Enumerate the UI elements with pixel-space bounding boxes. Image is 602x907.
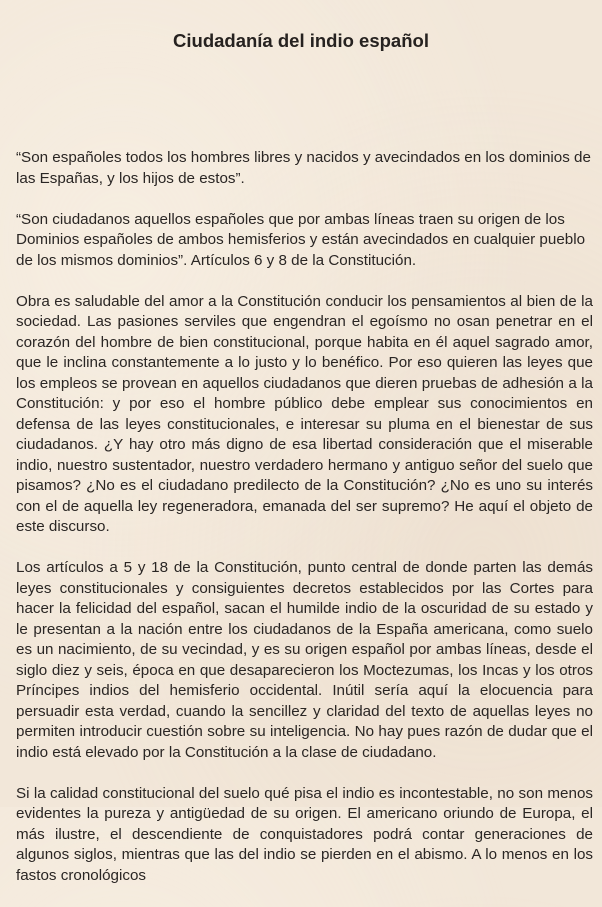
quote-paragraph-1: “Son españoles todos los hombres libres y nacidos y avecindados en los dominios de las Españas, y los hijos de estos”. [16, 149, 591, 187]
body-paragraph-2: Los artículos a 5 y 18 de la Constitución, punto central de donde parten las demás leyes constitucionales y consiguientes decretos establecidos por las Cortes para hacer la felicidad del español, sacan el humilde indio de la oscuridad de su estado y le presentan a la nación entre los ciudadanos de la España americana, como suelo es un nacimiento, de su vecindad, y es su origen español por ambas líneas, desde el siglo diez y seis, época en que desaparecieron los Moctezumas, los Incas y los otros Príncipes indios del hemisferio occidental. Inútil sería aquí la elocuencia para persuadir esta verdad, cuando la sencillez y claridad del texto de aquellas leyes no permiten introducir cuestión sobre su inteligencia. No hay pues razón de dudar que el indio está elevado por la Constitución a la clase de ciudadano. [16, 559, 593, 761]
body-paragraph-3: Si la calidad constitucional del suelo qué pisa el indio es incontestable, no son menos evidentes la pureza y antigüedad de su origen. El americano oriundo de Europa, el más ilustre, el descendiente de conquistadores podrá contar generaciones de algunos siglos, mientras que las del indio se pierden en el abismo. A lo menos en los fastos cronológicos [16, 784, 593, 884]
page-title: Ciudadanía del indio español [173, 30, 429, 51]
body-paragraph-1: Obra es saludable del amor a la Constitución conducir los pensamientos al bien de la sociedad. Las pasiones serviles que engendran el egoísmo no osan penetrar en el corazón del hombre de bien constitucional, porque habita en él aquel sagrado amor, que le inclina constantemente a lo justo y lo benéfico. Por eso quieren las leyes que los empleos se provean en aquellos ciudadanos que dieren pruebas de adhesión a la Constitución: y por eso el hombre público debe emplear sus conocimientos en defensa de las leyes constitucionales, e interesar su pluma en el bienestar de sus ciudadanos. ¿Y hay otro más digno de esa libertad consideración que el miserable indio, nuestro sustentador, nuestro verdadero hermano y antiguo señor del suelo que pisamos? ¿No es el ciudadano predilecto de la Constitución? ¿No es uno su interés con el de aquella ley regeneradora, emanada del ser supremo? He aquí el objeto de este discurso. [16, 292, 593, 535]
quote-paragraph-2: “Son ciudadanos aquellos españoles que por ambas líneas traen su origen de los Dominios españoles de ambos hemisferios y están avecindados en cualquier pueblo de los mismos dominios”. Artículos 6 y 8 de la Constitución. [16, 210, 586, 269]
document-body [16, 148, 593, 907]
